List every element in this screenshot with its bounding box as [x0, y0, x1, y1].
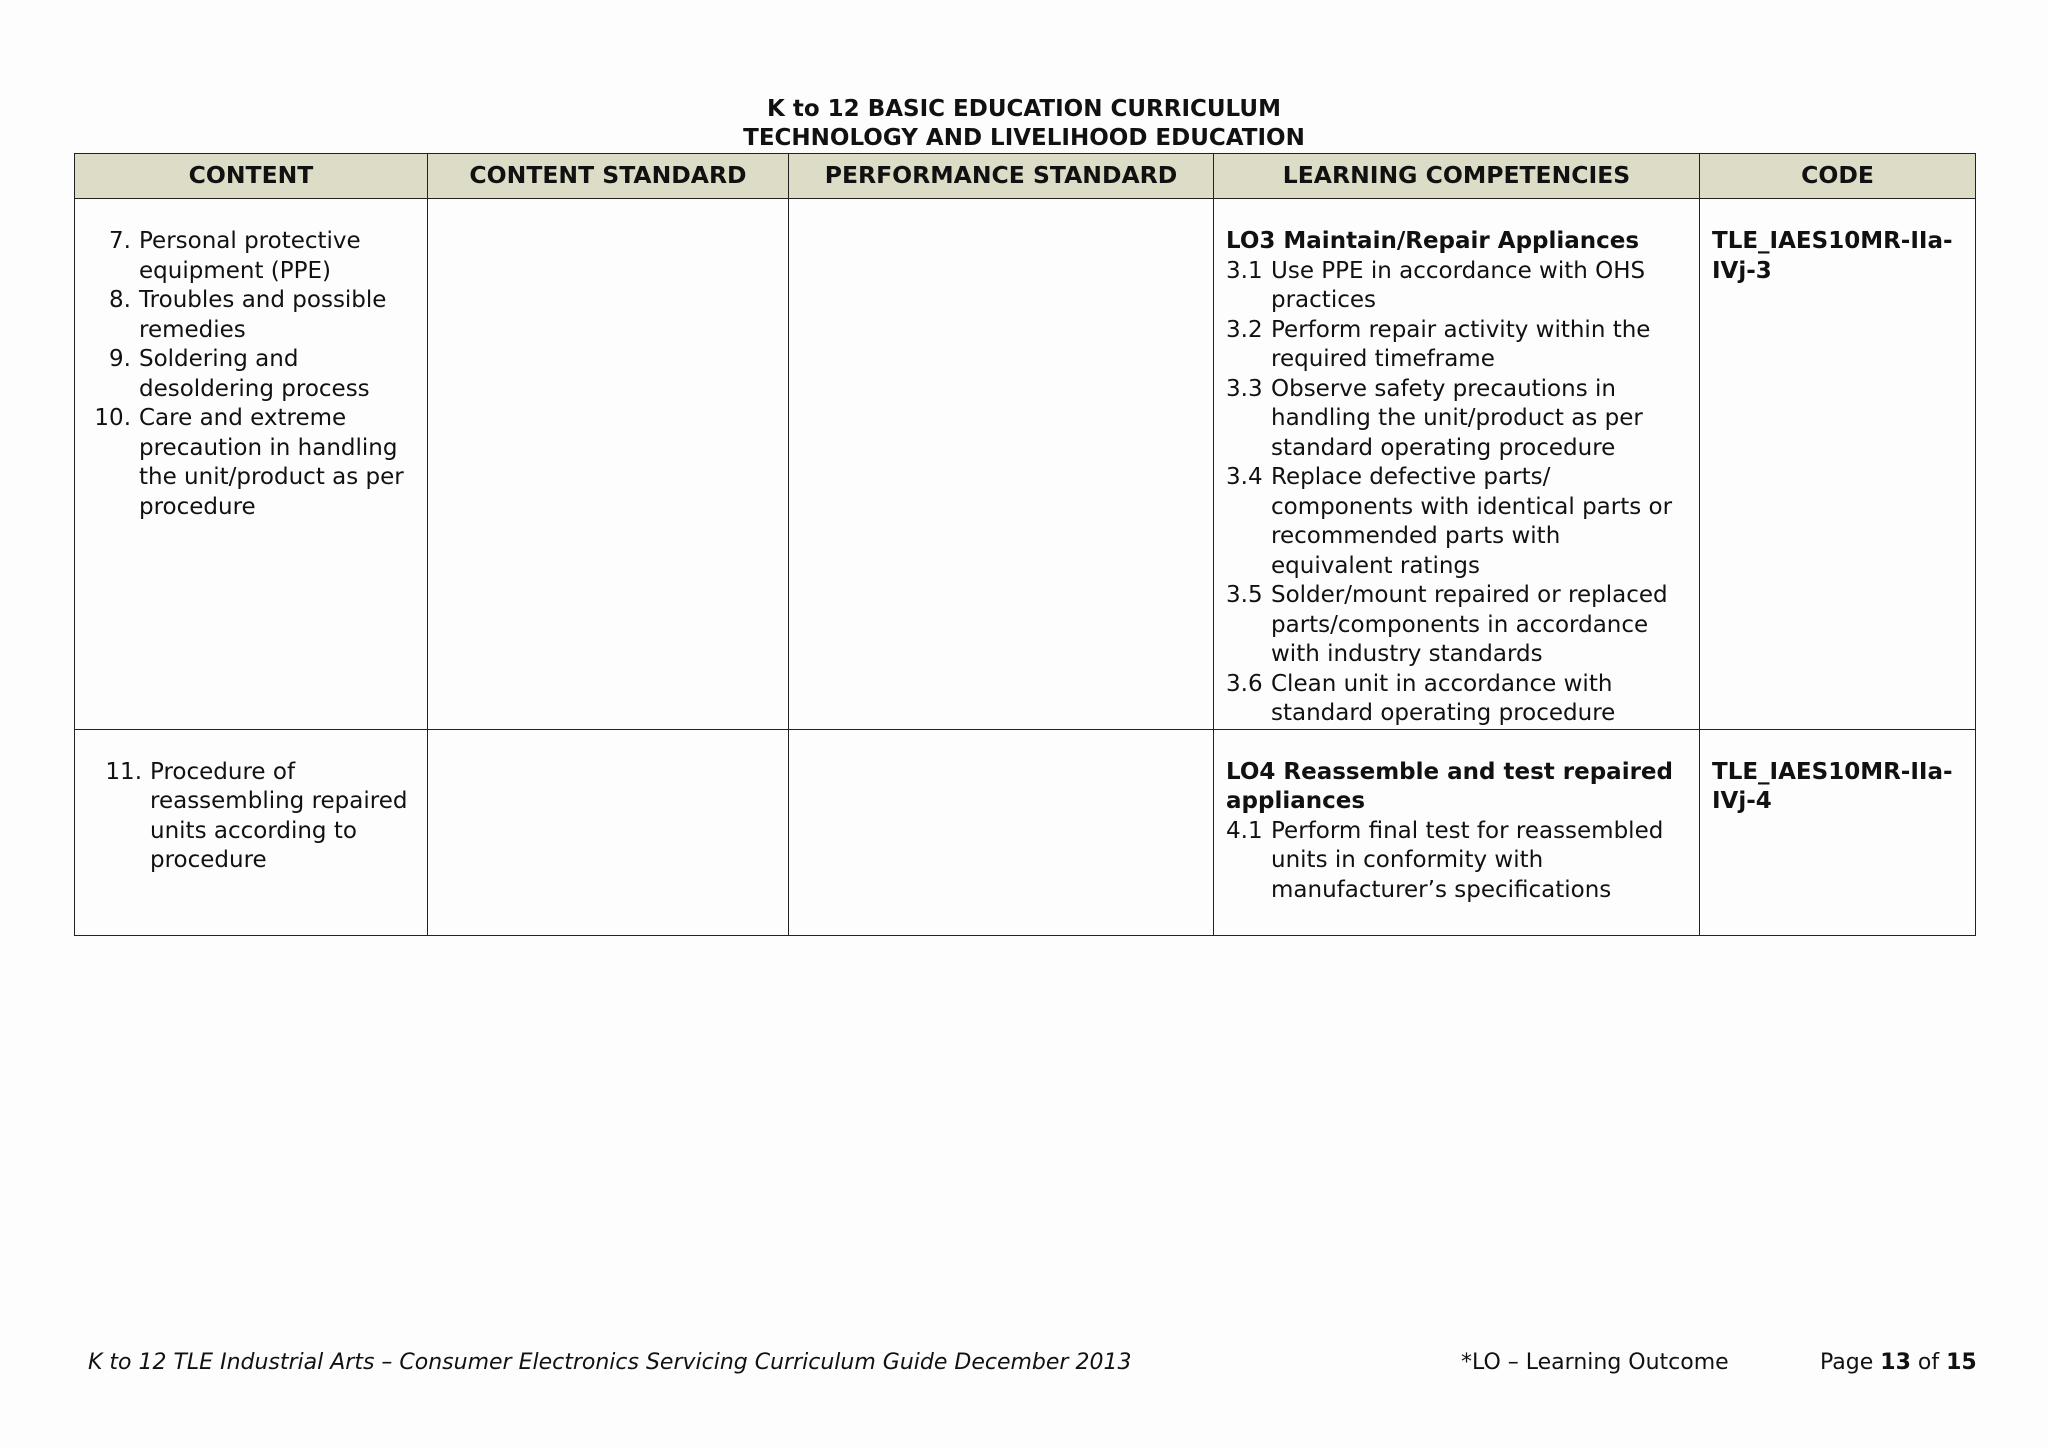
list-item: 11. Procedure of reassembling repaired units according to procedure — [105, 758, 408, 873]
column-header-content-standard: CONTENT STANDARD — [428, 154, 789, 199]
footer-guide-title: K to 12 TLE Industrial Arts – Consumer Electronics Servicing Curriculum Guide December 2013 — [88, 1350, 1132, 1375]
title-line-2: TECHNOLOGY AND LIVELIHOOD EDUCATION — [743, 125, 1305, 151]
competency-item: 3.3 Observe safety precautions in handling the unit/product as per standard operating procedure — [1226, 375, 1643, 461]
competency-item: 3.5 Solder/mount repaired or replaced parts/components in accordance with industry standards — [1226, 582, 1668, 667]
learning-competencies-cell — [1214, 729, 1700, 935]
content-cell — [75, 199, 428, 730]
competency-item: 4.1 Perform final test for reassembled units in conformity with manufacturer’s specifications — [1226, 817, 1664, 903]
page-total: 15 — [1946, 1350, 1977, 1375]
code-cell — [1700, 199, 1976, 730]
table-header-row — [75, 154, 1976, 199]
learning-outcome-title: LO3 Maintain/Repair Appliances — [1226, 228, 1640, 254]
document-title — [0, 95, 2048, 153]
page-number — [1820, 1350, 1977, 1375]
list-item: 9. Soldering and desoldering process — [109, 346, 370, 402]
performance-standard-cell — [789, 199, 1214, 730]
competency-item: 3.6 Clean unit in accordance with standard operating procedure — [1226, 670, 1616, 726]
footer-legend: *LO – Learning Outcome — [1461, 1350, 1729, 1375]
code-cell — [1700, 729, 1976, 935]
column-header-content: CONTENT — [75, 154, 428, 199]
performance-standard-cell — [789, 729, 1214, 935]
competency-item: 3.2 Perform repair activity within the required timeframe — [1226, 316, 1651, 372]
table-row — [75, 199, 1976, 730]
learning-outcome-title: LO4 Reassemble and test repaired appliances — [1226, 758, 1673, 814]
column-header-performance-standard: PERFORMANCE STANDARD — [789, 154, 1214, 199]
competency-item: 3.1 Use PPE in accordance with OHS practices — [1226, 257, 1646, 313]
list-item: 10. Care and extreme precaution in handling the unit/product as per procedure — [94, 405, 404, 520]
competency-item: 3.4 Replace defective parts/ components with identical parts or recommended parts with equivalent ratings — [1226, 464, 1673, 579]
column-header-code: CODE — [1700, 154, 1976, 199]
content-list — [87, 227, 415, 522]
content-cell — [75, 729, 428, 935]
page-current: 13 — [1880, 1350, 1911, 1375]
page-label: Page — [1820, 1350, 1874, 1375]
curriculum-table — [74, 153, 1976, 936]
competency-code: TLE_IAES10MR-IIa-IVj-3 — [1712, 228, 1953, 284]
page-of: of — [1917, 1350, 1940, 1375]
list-item: 8. Troubles and possible remedies — [109, 287, 387, 343]
competency-code: TLE_IAES10MR-IIa-IVj-4 — [1712, 758, 1953, 814]
title-line-1: K to 12 BASIC EDUCATION CURRICULUM — [767, 96, 1281, 122]
content-standard-cell — [428, 199, 789, 730]
content-list — [87, 758, 415, 876]
column-header-learning-competencies: LEARNING COMPETENCIES — [1214, 154, 1700, 199]
content-standard-cell — [428, 729, 789, 935]
learning-competencies-cell — [1214, 199, 1700, 730]
table-row — [75, 729, 1976, 935]
list-item: 7. Personal protective equipment (PPE) — [109, 228, 361, 284]
